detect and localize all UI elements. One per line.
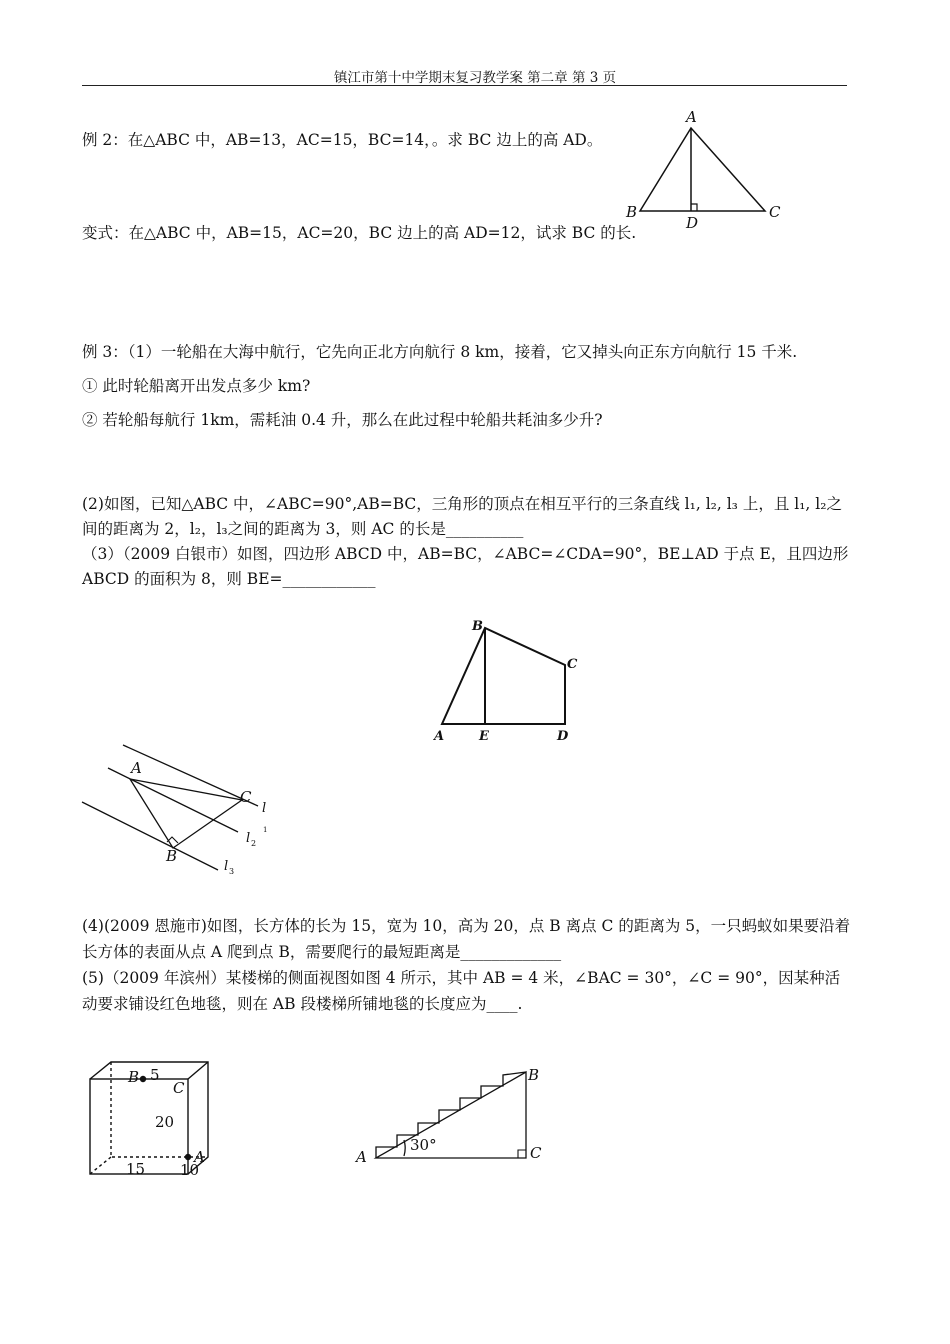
problem-2-line-2: 间的距离为 2，l₂，l₃之间的距离为 3，则 AC 的长是__________ bbox=[82, 520, 524, 538]
label-b: B bbox=[626, 203, 638, 221]
label-d: D bbox=[557, 729, 569, 744]
label-a: A bbox=[434, 729, 445, 744]
label-b: B bbox=[528, 1066, 540, 1084]
label-b: B bbox=[128, 1068, 140, 1086]
label-a: A bbox=[686, 108, 697, 126]
label-l3-subscript: 3 bbox=[229, 867, 235, 876]
problem-3-line-2: ABCD 的面积为 8，则 BE=____________ bbox=[82, 570, 376, 588]
label-a: A bbox=[131, 759, 142, 777]
label-c: C bbox=[567, 657, 578, 672]
label-l3: l bbox=[224, 859, 229, 874]
problem-2-line-1: (2)如图，已知△ABC 中，∠ABC=90°,AB=BC，三角形的顶点在相互平行的三条直线 l₁, l₂, l₃ 上，且 l₁, l₂之 bbox=[82, 495, 842, 513]
label-c: C bbox=[240, 788, 252, 806]
label-l2: l bbox=[246, 831, 251, 846]
problem-4-line-2: 长方体的表面从点 A 爬到点 B，需要爬行的最短距离是_____________ bbox=[82, 943, 562, 961]
page-header: 镇江市第十中学期末复习教学案 第二章 第 3 页 bbox=[333, 70, 617, 86]
label-l1: l bbox=[262, 801, 267, 816]
label-c: C bbox=[530, 1144, 542, 1162]
label-e: E bbox=[479, 729, 489, 744]
label-b: B bbox=[472, 619, 483, 634]
problem-4-line-1: (4)(2009 恩施市)如图，长方体的长为 15，宽为 10，高为 20，点 B 离点 C 的距离为 5，一只蚂蚁如果要沿着 bbox=[82, 917, 851, 935]
example-3-question-1: ① 此时轮船离开出发点多少 km? bbox=[82, 377, 311, 395]
label-a: A bbox=[194, 1148, 205, 1166]
label-c: C bbox=[173, 1079, 185, 1097]
example-2-variant: 变式：在△ABC 中，AB=15，AC=20，BC 边上的高 AD=12，试求 BC 的长. bbox=[82, 224, 637, 242]
example-3-intro: 例 3：（1）一轮船在大海中航行，它先向正北方向航行 8 km，接着，它又掉头向正东方向航行 15 千米. bbox=[82, 343, 798, 361]
label-angle-30: 30° bbox=[410, 1136, 437, 1154]
label-a: A bbox=[356, 1148, 367, 1166]
problem-3-line-1: （3）（2009 白银市）如图，四边形 ABCD 中，AB=BC，∠ABC=∠CDA=90°，BE⊥AD 于点 E，且四边形 bbox=[82, 545, 849, 563]
label-10: 10 bbox=[180, 1161, 200, 1179]
label-l2-subscript: 2 bbox=[251, 839, 257, 848]
label-20: 20 bbox=[155, 1113, 175, 1131]
label-c: C bbox=[769, 203, 781, 221]
right-angle-mark-c bbox=[518, 1150, 526, 1158]
problem-5-line-2: 动要求铺设红色地毯，则在 AB 段楼梯所铺地毯的长度应为____. bbox=[82, 995, 523, 1013]
label-d: D bbox=[686, 214, 699, 232]
label-5: 5 bbox=[150, 1066, 160, 1084]
example-2-text: 例 2：在△ABC 中，AB=13，AC=15，BC=14，。求 BC 边上的高 AD。 bbox=[82, 131, 603, 149]
example-3-question-2: ② 若轮船每航行 1km，需耗油 0.4 升，那么在此过程中轮船共耗油多少升? bbox=[82, 411, 603, 429]
label-15: 15 bbox=[126, 1160, 146, 1178]
problem-5-line-1: (5)（2009 年滨州）某楼梯的侧面视图如图 4 所示，其中 AB = 4 米，∠BAC = 30°，∠C = 90°，因某种活 bbox=[82, 969, 841, 987]
label-l1-subscript: 1 bbox=[263, 826, 268, 834]
label-b: B bbox=[166, 847, 178, 865]
angle-arc-a bbox=[404, 1140, 405, 1156]
